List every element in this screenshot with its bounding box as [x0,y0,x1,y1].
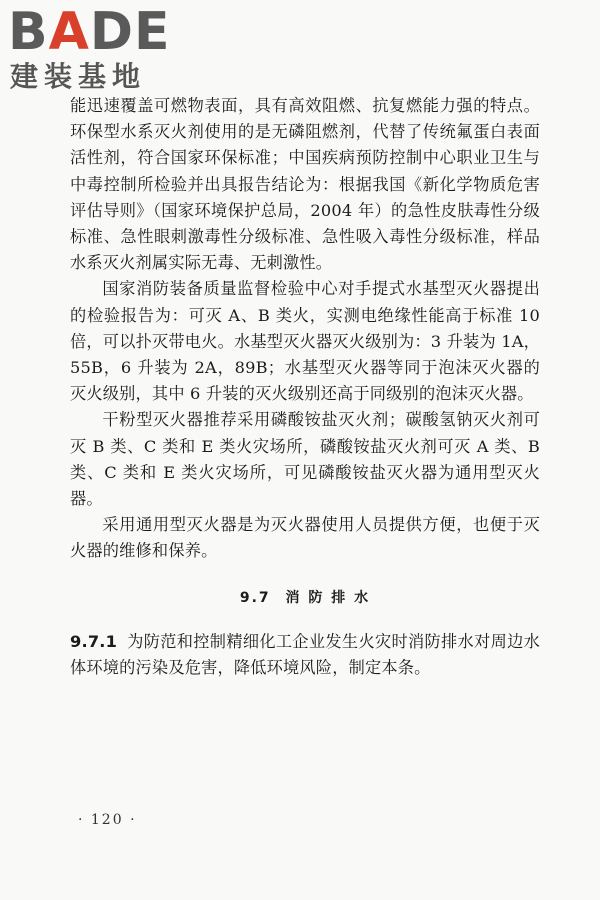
section-heading [70,585,540,611]
logo-wordmark [8,4,171,60]
section-number: 9.7 [239,589,271,606]
logo-subtitle: 建装基地 [10,60,147,93]
clause-9-7-1 [70,629,540,681]
bade-logo [8,4,178,94]
clause-text: 为防范和控制精细化工企业发生火灾时消防排水对周边水体环境的污染及危害，降低环境风险，制定本条。 [70,631,540,678]
clause-number: 9.7.1 [70,631,118,651]
paragraph-extinguisher-report: 国家消防装备质量监督检验中心对手提式水基型灭火器提出的检验报告为：可灭 A、B 类火，实测电绝缘性能高于标准 10 倍，可以扑灭带电火。水基型灭火器灭火级别为：3 升装为 1A，55B，6 升装为 2A，89B；水基型灭火器等同于泡沫灭火器的灭火级别，其中 6 升装的灭火级别还高于同级别的泡沫灭火器。 [70,279,540,404]
paragraph-dry-powder: 干粉型灭火器推荐采用磷酸铵盐灭火剂；碳酸氢钠灭火剂可灭 B 类、C 类和 E 类火灾场所，磷酸铵盐灭火剂可灭 A 类、B 类、C 类和 E 类火灾场所，可见磷酸铵盐灭火器为通用型灭火器。 [70,410,540,509]
paragraph-continued: 能迅速覆盖可燃物表面，具有高效阻燃、抗复燃能力强的特点。环保型水系灭火剂使用的是无磷阻燃剂，代替了传统氟蛋白表面活性剂，符合国家环保标准；中国疾病预防控制中心职业卫生与中毒控制所检验并出具报告结论为：根据我国《新化学物质危害评估导则》（国家环境保护总局，2004 年）的急性皮肤毒性分级标准、急性眼刺激毒性分级标准、急性吸入毒性分级标准，样品水系灭火剂属实际无毒、无刺激性。 [70,96,540,273]
page-number: · 120 · [78,812,137,828]
paragraph-general-purpose: 采用通用型灭火器是为灭火器使用人员提供方便，也便于灭火器的维修和保养。 [70,515,540,561]
logo-letter-b: B [8,2,49,62]
logo-letter-a: A [48,2,90,62]
logo-letters-de: DE [89,2,171,62]
page-body [70,93,540,681]
section-title: 消 防 排 水 [285,589,371,606]
